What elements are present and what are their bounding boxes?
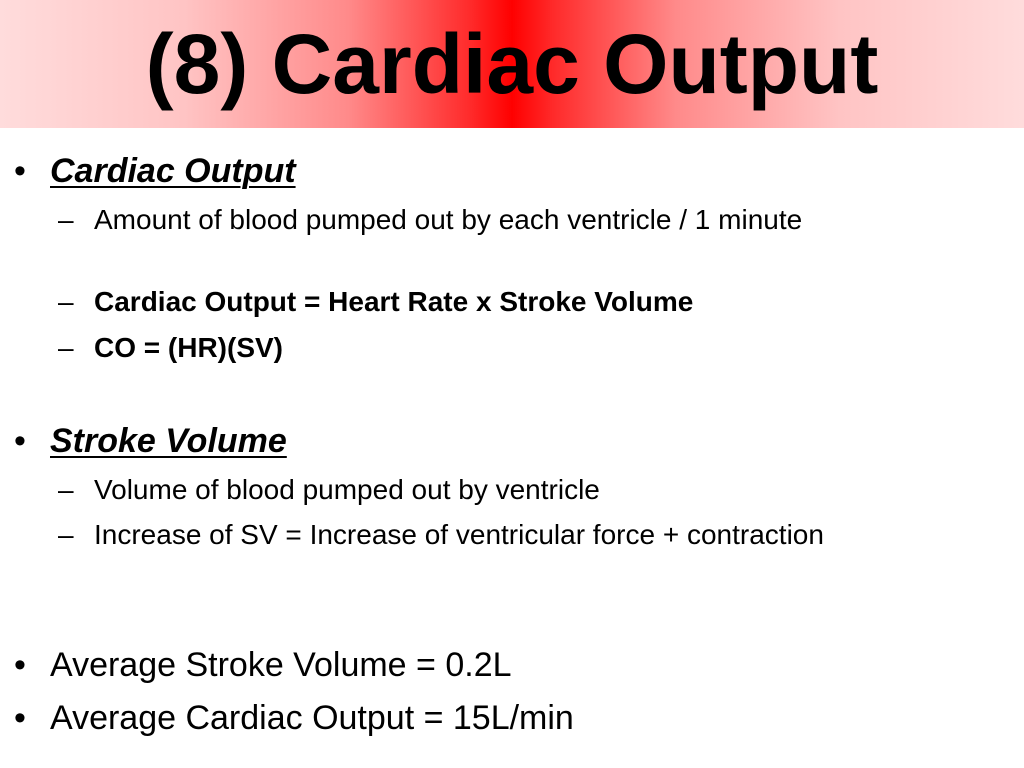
section-heading-cardiac-output: Cardiac Output <box>50 152 296 190</box>
dash-marker: – <box>58 519 74 550</box>
fact-average-stroke-volume: Average Stroke Volume = 0.2L <box>50 646 512 684</box>
dash-marker: – <box>58 474 74 505</box>
formula-cardiac-output: Cardiac Output = Heart Rate x Stroke Volume <box>94 286 694 317</box>
definition-cardiac-output: Amount of blood pumped out by each ventricle / 1 minute <box>94 204 803 235</box>
definition-stroke-volume: Volume of blood pumped out by ventricle <box>94 474 600 505</box>
bullet-marker: • <box>14 152 26 190</box>
fact-average-cardiac-output: Average Cardiac Output = 15L/min <box>50 699 574 737</box>
dash-marker: – <box>58 286 74 317</box>
bullet-marker: • <box>14 646 26 684</box>
bullet-marker: • <box>14 422 26 460</box>
formula-co-abbrev: CO = (HR)(SV) <box>94 332 283 363</box>
slide-title: (8) Cardiac Output <box>145 17 879 111</box>
dash-marker: – <box>58 332 74 363</box>
dash-marker: – <box>58 204 74 235</box>
bullet-marker: • <box>14 699 26 737</box>
section-heading-stroke-volume: Stroke Volume <box>50 422 287 460</box>
stroke-volume-increase-note: Increase of SV = Increase of ventricular force + contraction <box>94 519 824 550</box>
